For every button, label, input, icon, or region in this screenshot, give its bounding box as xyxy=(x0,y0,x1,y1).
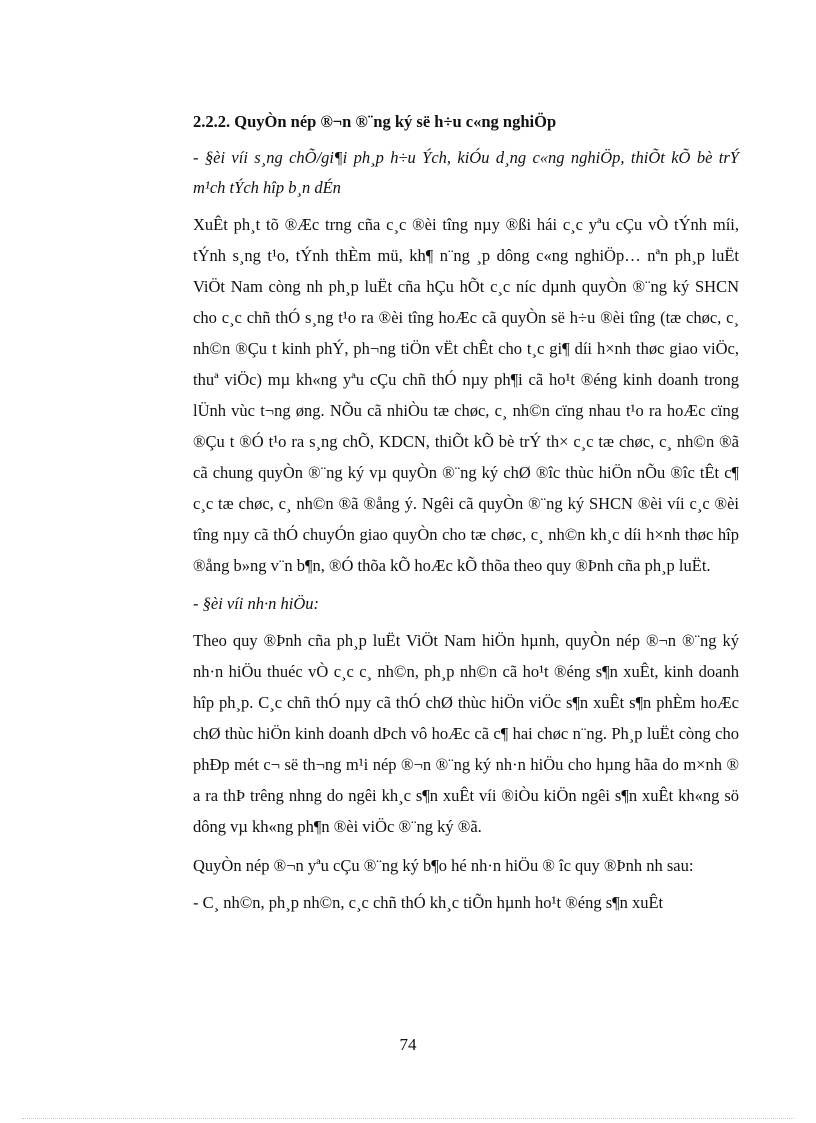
paragraph-patent-rights: XuÊt ph¸t tõ ®Æc trng cña c¸c ®èi tîng nµy ®ßi hái c¸c yªu cÇu vÒ tÝnh míi, tÝnh s¸ng t¹o, tÝnh thÈm mü, kh¶ n¨ng ¸p dông c«ng nghiÖp… nªn ph¸p luËt ViÖt Nam còng nh ph¸p luËt cña hÇu hÕt c¸c níc dµnh quyÒn ®¨ng ký SHCN cho c¸c chñ thÓ s¸ng t¹o ra ®èi tîng hoÆc cã quyÒn së h÷u ®èi tîng (tæ chøc, c¸ nh©n ®Çu t kinh phÝ, ph¬ng tiÖn vËt chÊt cho t¸c gi¶ díi h×nh thøc giao viÖc, thuª viÖc) mµ kh«ng yªu cÇu chñ thÓ nµy ph¶i cã ho¹t ®éng kinh doanh trong lÜnh vùc t¬ng øng. NÕu cã nhiÒu tæ chøc, c¸ nh©n cïng nhau t¹o ra hoÆc cïng ®Çu t ®Ó t¹o ra s¸ng chÕ, KDCN, thiÕt kÕ bè trÝ th× c¸c tæ chøc, c¸ nh©n ®ã cã chung quyÒn ®¨ng ký vµ quyÒn ®¨ng ký chØ ®îc thùc hiÖn nÕu ®îc tÊt c¶ c¸c tæ chøc, c¸ nh©n ®ã ®ång ý. Ngêi cã quyÒn ®¨ng ký SHCN ®èi víi c¸c ®èi tîng nµy cã thÓ chuyÓn giao quyÒn cho tæ chøc, c¸ nh©n kh¸c díi h×nh thøc hîp ®ång b»ng v¨n b¶n, ®Ó thõa kÕ hoÆc kÕ thõa theo quy ®Þnh cña ph¸p luËt. xyxy=(193,215,739,575)
subheading-trademark: - §èi víi nh·n hiÖu: xyxy=(193,594,320,613)
subheading-patent: - §èi víi s¸ng chÕ/gi¶i ph¸p h÷u Ých, kiÓu d¸ng c«ng nghiÖp, thiÕt kÕ bè trÝ m¹ch tÝch hîp b¸n dÉn xyxy=(193,148,739,197)
page-number: 74 xyxy=(399,1035,417,1054)
page-bottom-divider xyxy=(22,1118,794,1119)
section-heading: 2.2.2. QuyÒn nép ®¬n ®¨ng ký së h÷u c«ng nghiÖp xyxy=(193,112,557,131)
paragraph-list-item: - C¸ nh©n, ph¸p nh©n, c¸c chñ thÓ kh¸c tiÕn hµnh ho¹t ®éng s¶n xuÊt xyxy=(193,893,664,912)
paragraph-trademark-rights: Theo quy ®Þnh cña ph¸p luËt ViÖt Nam hiÖn hµnh, quyÒn nép ®¬n ®¨ng ký nh·n hiÖu thuéc vÒ c¸c c¸ nh©n, ph¸p nh©n cã ho¹t ®éng s¶n xuÊt, kinh doanh hîp ph¸p. C¸c chñ thÓ nµy cã thÓ chØ thùc hiÖn viÖc s¶n xuÊt s¶n phÈm hoÆc chØ thùc hiÖn kinh doanh dÞch vô hoÆc cã c¶ hai chøc n¨ng. Ph¸p luËt còng cho phÐp mét c¬ së th¬ng m¹i nép ®¬n ®¨ng ký nh·n hiÖu cho hµng hãa do m×nh ® a ra thÞ trêng nhng do ngêi kh¸c s¶n xuÊt víi ®iÒu kiÖn ngêi s¶n xuÊt kh«ng sö dông vµ kh«ng ph¶n ®èi viÖc ®¨ng ký ®ã. xyxy=(193,631,739,836)
paragraph-filing-rights: QuyÒn nép ®¬n yªu cÇu ®¨ng ký b¶o hé nh·n hiÖu ® îc quy ®Þnh nh sau: xyxy=(193,856,694,875)
page-body xyxy=(193,107,739,918)
